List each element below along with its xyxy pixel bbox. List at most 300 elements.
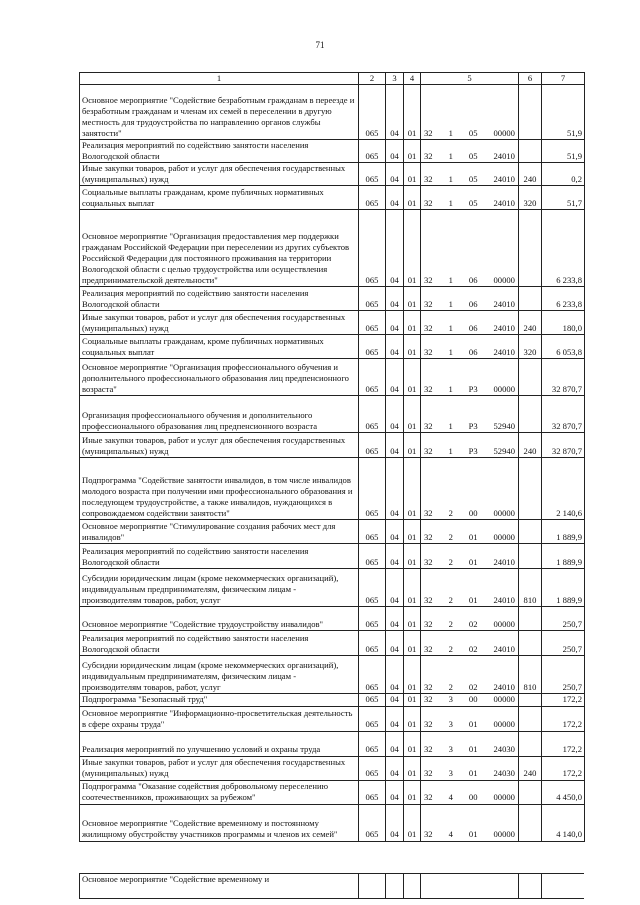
event-code: P3	[468, 421, 478, 432]
section-code: 04	[386, 804, 404, 841]
subsection-code: 01	[404, 140, 421, 163]
amount: 51,7	[542, 186, 585, 210]
subprogram-code: 1	[448, 421, 453, 432]
subprogram-code: 2	[448, 619, 453, 630]
row-name: Основное мероприятие "Содействие безработным гражданам в переезде и безработным гражданам и членам их семей в переселении в другую местность для трудоустройства по направлению органов службы занятости"	[80, 85, 359, 140]
expense-kind-code: 320	[519, 186, 542, 210]
expense-kind-code: 240	[519, 311, 542, 335]
subprogram-code: 1	[448, 198, 453, 209]
event-code: 00	[468, 508, 478, 519]
table-row	[80, 311, 585, 335]
subprogram-code: 2	[448, 595, 453, 606]
header-cell-4: 4	[404, 73, 421, 85]
amount: 2 140,6	[542, 458, 585, 520]
row-name: Основное мероприятие "Организация профессионального обучения и дополнительного профессионального образования лиц предпенсионного возраста"	[80, 359, 359, 396]
direction-code: 00000	[493, 619, 515, 630]
section-code: 04	[386, 520, 404, 544]
amount: 51,9	[542, 140, 585, 163]
table-row	[80, 433, 585, 458]
event-code: 00	[468, 792, 478, 803]
amount: 250,7	[542, 631, 585, 656]
program-code: 32	[424, 557, 433, 568]
section-code: 04	[386, 569, 404, 607]
target-article-code	[421, 359, 519, 396]
row-name: Подпрограмма "Содействие занятости инвалидов, в том числе инвалидов молодого возраста при получении ими профессионального образования и последующем трудоустройстве, а также инвалидов, нуждающихся в сопровождаемом содействии занятости"	[80, 458, 359, 520]
subsection-code: 01	[404, 706, 421, 731]
row-name: Иные закупки товаров, работ и услуг для обеспечения государственных (муниципальных) нужд	[80, 433, 359, 458]
row-name: Субсидии юридическим лицам (кроме некоммерческих организаций), индивидуальным предпринимателям, физическим лицам - производителям товаров, работ, услуг	[80, 569, 359, 607]
header-cell-2: 2	[359, 73, 386, 85]
direction-code: 24010	[493, 595, 515, 606]
direction-code: 00000	[493, 275, 515, 286]
direction-code: 24030	[493, 768, 515, 779]
row-name: Реализация мероприятий по содействию занятости населения Вологодской области	[80, 631, 359, 656]
program-code: 32	[424, 323, 433, 334]
program-code: 32	[424, 347, 433, 358]
header-cell-1: 1	[80, 73, 359, 85]
section-code: 04	[386, 396, 404, 433]
amount: 172,2	[542, 694, 585, 706]
row-name: Основное мероприятие "Содействие временному и постоянному жилищному обустройству участников программы и членов их семей"	[80, 804, 359, 841]
admin-code: 065	[359, 520, 386, 544]
direction-code: 00000	[493, 128, 515, 138]
admin-code: 065	[359, 458, 386, 520]
amount: 51,9	[542, 85, 585, 140]
row-name: Социальные выплаты гражданам, кроме публичных нормативных социальных выплат	[80, 186, 359, 210]
direction-code: 00000	[493, 694, 515, 705]
section-code: 04	[386, 163, 404, 186]
direction-code: 52940	[493, 446, 515, 457]
row-name: Реализация мероприятий по улучшению условий и охраны труда	[80, 731, 359, 756]
target-article-code	[421, 311, 519, 335]
subprogram-code: 2	[448, 557, 453, 568]
target-article-code	[421, 631, 519, 656]
table-row	[80, 607, 585, 631]
event-code: 05	[468, 174, 478, 185]
admin-code: 065	[359, 607, 386, 631]
amount: 172,2	[542, 756, 585, 780]
program-code: 32	[424, 829, 433, 840]
table-row	[80, 706, 585, 731]
subsection-code: 01	[404, 731, 421, 756]
event-code: 01	[468, 829, 478, 840]
program-code: 32	[424, 532, 433, 543]
subprogram-code: 1	[448, 384, 453, 395]
amount: 6 053,8	[542, 335, 585, 359]
admin-code: 065	[359, 706, 386, 731]
event-code: 02	[468, 644, 478, 655]
expense-kind-code: 810	[519, 569, 542, 607]
table-row	[80, 520, 585, 544]
subprogram-code: 1	[448, 275, 453, 286]
row-name: Иные закупки товаров, работ и услуг для обеспечения государственных (муниципальных) нужд	[80, 311, 359, 335]
expense-kind-code	[519, 85, 542, 140]
subsection-code: 01	[404, 631, 421, 656]
amount: 32 870,7	[542, 433, 585, 458]
subprogram-code: 3	[448, 719, 453, 730]
target-article-code	[421, 520, 519, 544]
event-code: 00	[468, 694, 478, 705]
row-name: Подпрограмма "Безопасный труд"	[80, 694, 359, 706]
expense-kind-code: 320	[519, 335, 542, 359]
admin-code: 065	[359, 433, 386, 458]
admin-code: 065	[359, 656, 386, 694]
header-row	[80, 73, 585, 85]
table-row	[80, 569, 585, 607]
target-article-code	[421, 458, 519, 520]
subprogram-code: 3	[448, 744, 453, 755]
subprogram-code: 2	[448, 532, 453, 543]
target-article-code	[421, 396, 519, 433]
row-name: Реализация мероприятий по содействию занятости населения Вологодской области	[80, 287, 359, 311]
program-code: 32	[424, 446, 433, 457]
admin-code: 065	[359, 210, 386, 287]
amount: 1 889,9	[542, 544, 585, 569]
header-cell-7: 7	[542, 73, 585, 85]
row-name: Основное мероприятие "Стимулирование создания рабочих мест для инвалидов"	[80, 520, 359, 544]
amount: 32 870,7	[542, 396, 585, 433]
program-code: 32	[424, 384, 433, 395]
subprogram-code: 1	[448, 299, 453, 310]
row-name: Организация профессионального обучения и дополнительного профессионального образования лиц предпенсионного возраста	[80, 396, 359, 433]
admin-code: 065	[359, 311, 386, 335]
direction-code: 00000	[493, 719, 515, 730]
subsection-code: 01	[404, 520, 421, 544]
expense-kind-code	[519, 731, 542, 756]
program-code: 32	[424, 151, 433, 162]
direction-code: 24010	[493, 347, 515, 358]
amount: 180,0	[542, 311, 585, 335]
subsection-code: 01	[404, 458, 421, 520]
subprogram-code: 3	[448, 694, 453, 705]
event-code: 05	[468, 198, 478, 209]
event-code: 01	[468, 532, 478, 543]
program-code: 32	[424, 595, 433, 606]
subprogram-code: 3	[448, 768, 453, 779]
subsection-code: 01	[404, 780, 421, 804]
expense-kind-code	[519, 631, 542, 656]
expense-kind-code	[519, 607, 542, 631]
table-row	[80, 287, 585, 311]
table-row	[80, 458, 585, 520]
expense-kind-code	[519, 780, 542, 804]
event-code: 01	[468, 744, 478, 755]
program-code: 32	[424, 644, 433, 655]
section-code: 04	[386, 731, 404, 756]
expense-kind-code	[519, 287, 542, 311]
direction-code: 00000	[493, 829, 515, 840]
event-code: 01	[468, 557, 478, 568]
subprogram-code: 4	[448, 829, 453, 840]
subsection-code: 01	[404, 85, 421, 140]
target-article-code	[421, 656, 519, 694]
table-row	[80, 359, 585, 396]
amount: 6 233,8	[542, 287, 585, 311]
section-code: 04	[386, 335, 404, 359]
direction-code: 00000	[493, 532, 515, 543]
event-code: 05	[468, 151, 478, 162]
subsection-code: 01	[404, 804, 421, 841]
section-code: 04	[386, 656, 404, 694]
event-code: 05	[468, 128, 478, 138]
row-name: Реализация мероприятий по содействию занятости населения Вологодской области	[80, 140, 359, 163]
section-code: 04	[386, 607, 404, 631]
admin-code: 065	[359, 85, 386, 140]
program-code: 32	[424, 198, 433, 209]
section-code: 04	[386, 706, 404, 731]
subprogram-code: 1	[448, 446, 453, 457]
table-row	[80, 163, 585, 186]
subsection-code: 01	[404, 656, 421, 694]
admin-code: 065	[359, 140, 386, 163]
table-row	[80, 210, 585, 287]
subprogram-code: 2	[448, 508, 453, 519]
direction-code: 00000	[493, 508, 515, 519]
amount: 4 140,0	[542, 804, 585, 841]
event-code: 06	[468, 323, 478, 334]
amount: 0,2	[542, 163, 585, 186]
section-code: 04	[386, 287, 404, 311]
expense-kind-code	[519, 458, 542, 520]
event-code: 06	[468, 275, 478, 286]
row-name: Иные закупки товаров, работ и услуг для обеспечения государственных (муниципальных) нужд	[80, 756, 359, 780]
section-code: 04	[386, 631, 404, 656]
program-code: 32	[424, 694, 433, 705]
admin-code: 065	[359, 756, 386, 780]
expense-kind-code	[519, 359, 542, 396]
admin-code: 065	[359, 631, 386, 656]
program-code: 32	[424, 508, 433, 519]
target-article-code	[421, 694, 519, 706]
target-article-code	[421, 433, 519, 458]
direction-code: 24010	[493, 644, 515, 655]
table-row	[80, 756, 585, 780]
amount: 172,2	[542, 706, 585, 731]
direction-code: 24010	[493, 682, 515, 693]
header-cell-6: 6	[519, 73, 542, 85]
admin-code: 065	[359, 163, 386, 186]
event-code: 01	[468, 595, 478, 606]
event-code: 02	[468, 619, 478, 630]
subsection-code: 01	[404, 569, 421, 607]
table-row	[80, 186, 585, 210]
admin-code: 065	[359, 287, 386, 311]
row-name: Реализация мероприятий по содействию занятости населения Вологодской области	[80, 544, 359, 569]
header-cell-5: 5	[421, 73, 519, 85]
subprogram-code: 1	[448, 323, 453, 334]
row-name: Иные закупки товаров, работ и услуг для обеспечения государственных (муниципальных) нужд	[80, 163, 359, 186]
direction-code: 24010	[493, 323, 515, 334]
target-article-code	[421, 607, 519, 631]
event-code: 02	[468, 682, 478, 693]
target-article-code	[421, 335, 519, 359]
expense-kind-code	[519, 694, 542, 706]
table-row	[80, 656, 585, 694]
expense-kind-code: 240	[519, 756, 542, 780]
target-article-code	[421, 85, 519, 140]
expense-kind-code	[519, 544, 542, 569]
target-article-code	[421, 804, 519, 841]
subprogram-code: 1	[448, 347, 453, 358]
event-code: 01	[468, 719, 478, 730]
header-cell-3: 3	[386, 73, 404, 85]
subprogram-code: 2	[448, 644, 453, 655]
expense-kind-code: 240	[519, 163, 542, 186]
program-code: 32	[424, 768, 433, 779]
event-code: P3	[468, 446, 478, 457]
subprogram-code: 2	[448, 682, 453, 693]
expense-kind-code	[519, 520, 542, 544]
program-code: 32	[424, 275, 433, 286]
section-code: 04	[386, 140, 404, 163]
event-code: 01	[468, 768, 478, 779]
subsection-code: 01	[404, 186, 421, 210]
section-code: 04	[386, 311, 404, 335]
event-code: P3	[468, 384, 478, 395]
table-row	[80, 804, 585, 841]
continuation-area	[79, 873, 584, 905]
target-article-code	[421, 756, 519, 780]
subsection-code: 01	[404, 607, 421, 631]
target-article-code	[421, 780, 519, 804]
table-row-partial	[80, 874, 585, 899]
target-article-code	[421, 140, 519, 163]
row-name: Социальные выплаты гражданам, кроме публичных нормативных социальных выплат	[80, 335, 359, 359]
target-article-code	[421, 163, 519, 186]
target-article-code	[421, 210, 519, 287]
admin-code: 065	[359, 731, 386, 756]
table-row	[80, 731, 585, 756]
direction-code: 24010	[493, 198, 515, 209]
admin-code: 065	[359, 780, 386, 804]
expense-kind-code	[519, 396, 542, 433]
direction-code: 24010	[493, 299, 515, 310]
admin-code: 065	[359, 804, 386, 841]
table-row	[80, 85, 585, 140]
program-code: 32	[424, 719, 433, 730]
admin-code: 065	[359, 694, 386, 706]
expense-kind-code	[519, 210, 542, 287]
program-code: 32	[424, 682, 433, 693]
row-name: Основное мероприятие "Информационно-просветительская деятельность в сфере охраны труда"	[80, 706, 359, 731]
table-row	[80, 780, 585, 804]
admin-code: 065	[359, 186, 386, 210]
admin-code: 065	[359, 544, 386, 569]
amount: 4 450,0	[542, 780, 585, 804]
event-code: 06	[468, 347, 478, 358]
subsection-code: 01	[404, 359, 421, 396]
amount: 250,7	[542, 607, 585, 631]
subprogram-code: 1	[448, 174, 453, 185]
section-code: 04	[386, 186, 404, 210]
direction-code: 24010	[493, 151, 515, 162]
table-row	[80, 544, 585, 569]
direction-code: 24010	[493, 557, 515, 568]
budget-table	[79, 72, 585, 842]
program-code: 32	[424, 174, 433, 185]
program-code: 32	[424, 299, 433, 310]
section-code: 04	[386, 85, 404, 140]
direction-code: 00000	[493, 384, 515, 395]
subsection-code: 01	[404, 311, 421, 335]
expense-kind-code: 810	[519, 656, 542, 694]
amount: 172,2	[542, 731, 585, 756]
page-number: 71	[315, 40, 325, 50]
direction-code: 52940	[493, 421, 515, 432]
section-code: 04	[386, 780, 404, 804]
subsection-code: 01	[404, 396, 421, 433]
expense-kind-code	[519, 804, 542, 841]
subsection-code: 01	[404, 287, 421, 311]
program-code: 32	[424, 792, 433, 803]
row-name: Основное мероприятие "Содействие трудоустройству инвалидов"	[80, 607, 359, 631]
table-row	[80, 396, 585, 433]
target-article-code	[421, 569, 519, 607]
subsection-code: 01	[404, 210, 421, 287]
subsection-code: 01	[404, 433, 421, 458]
subsection-code: 01	[404, 335, 421, 359]
event-code: 06	[468, 299, 478, 310]
amount: 250,7	[542, 656, 585, 694]
direction-code: 24030	[493, 744, 515, 755]
target-article-code	[421, 706, 519, 731]
subprogram-code: 1	[448, 151, 453, 162]
target-article-code	[421, 287, 519, 311]
subprogram-code: 4	[448, 792, 453, 803]
section-code: 04	[386, 359, 404, 396]
row-name: Основное мероприятие "Организация предоставления мер поддержки гражданам Российской Федерации при переселении из других субъектов Российской Федерации для постоянного проживания на территории Вологодской области с целью трудоустройства или осуществления предпринимательской деятельности"	[80, 210, 359, 287]
table-row	[80, 631, 585, 656]
target-article-code	[421, 731, 519, 756]
row-name: Основное мероприятие "Содействие временному и	[80, 874, 359, 899]
section-code: 04	[386, 433, 404, 458]
subsection-code: 01	[404, 694, 421, 706]
direction-code: 24010	[493, 174, 515, 185]
continuation-table	[79, 873, 584, 899]
amount: 6 233,8	[542, 210, 585, 287]
table-row	[80, 335, 585, 359]
admin-code: 065	[359, 359, 386, 396]
section-code: 04	[386, 458, 404, 520]
program-code: 32	[424, 619, 433, 630]
direction-code: 00000	[493, 792, 515, 803]
section-code: 04	[386, 756, 404, 780]
subsection-code: 01	[404, 163, 421, 186]
amount: 1 889,9	[542, 569, 585, 607]
expense-kind-code	[519, 706, 542, 731]
subprogram-code: 1	[448, 128, 453, 138]
admin-code: 065	[359, 335, 386, 359]
row-name: Подпрограмма "Оказание содействия добровольному переселению соотечественников, проживающих за рубежом"	[80, 780, 359, 804]
amount: 32 870,7	[542, 359, 585, 396]
program-code: 32	[424, 421, 433, 432]
target-article-code	[421, 544, 519, 569]
program-code: 32	[424, 744, 433, 755]
amount: 1 889,9	[542, 520, 585, 544]
section-code: 04	[386, 694, 404, 706]
subsection-code: 01	[404, 756, 421, 780]
expense-kind-code	[519, 140, 542, 163]
row-name: Субсидии юридическим лицам (кроме некоммерческих организаций), индивидуальным предпринимателям, физическим лицам - производителям товаров, работ, услуг	[80, 656, 359, 694]
target-article-code	[421, 186, 519, 210]
subsection-code: 01	[404, 544, 421, 569]
admin-code: 065	[359, 396, 386, 433]
table-row	[80, 140, 585, 163]
expense-kind-code: 240	[519, 433, 542, 458]
admin-code: 065	[359, 569, 386, 607]
program-code: 32	[424, 128, 433, 138]
section-code: 04	[386, 210, 404, 287]
